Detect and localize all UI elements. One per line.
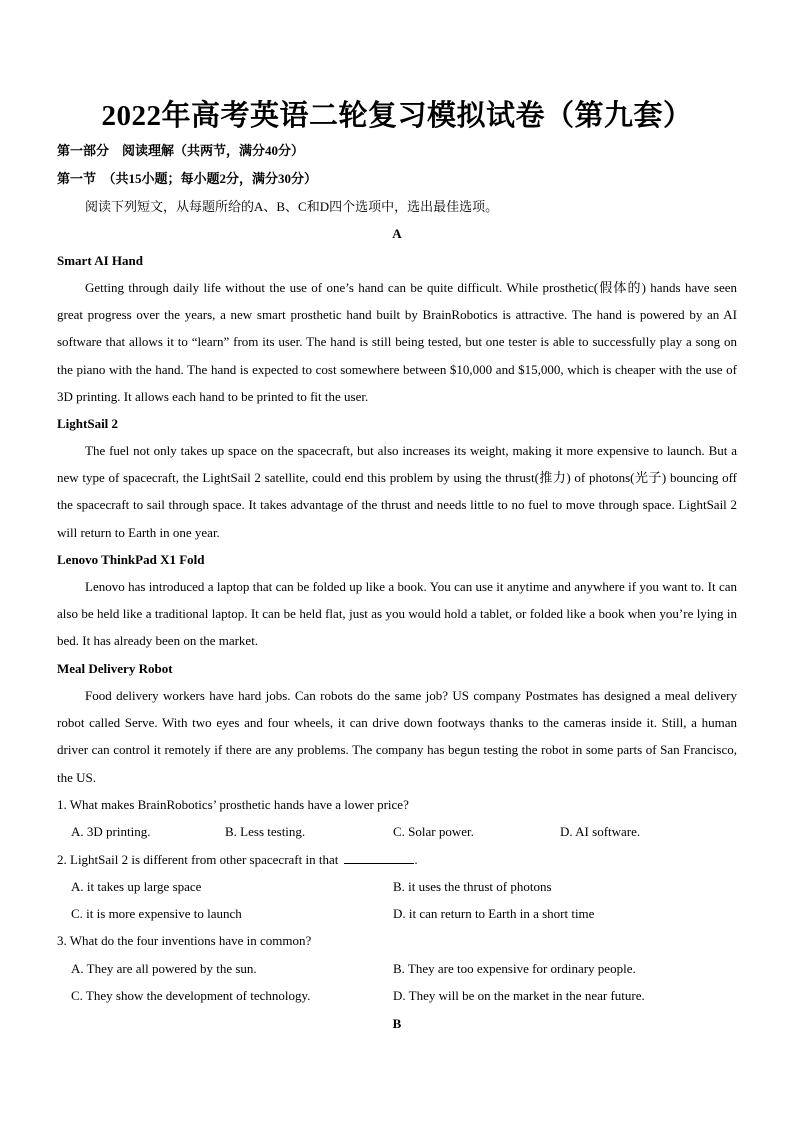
- question-2-stem-end: .: [414, 852, 418, 867]
- question-1-option-c[interactable]: C. Solar power.: [393, 824, 474, 839]
- heading-smart-ai-hand: Smart AI Hand: [57, 253, 143, 268]
- question-2-stem-line: [57, 846, 737, 873]
- paragraph-lightsail-2: The fuel not only takes up space on the spacecraft, but also increases its weight, making it more expensive to launch. But a new type of spacecraft, the LightSail 2 satellite, could end this problem by using the thrust(推力) of photons(光子) bouncing off the spacecraft to sail through space. It takes advantage of the thrust and needs little to no fuel to move through space. LightSail 2 will return to Earth in one year.: [57, 443, 737, 540]
- paragraph-meal-delivery-robot: Food delivery workers have hard jobs. Can robots do the same job? US company Postmates has designed a meal delivery robot called Serve. With two eyes and four wheels, it can drive down footways thanks to the cameras inside it. Still, a human driver can control it remotely if there are any problems. The company has begun testing the robot in some parts of San Francisco, the US.: [57, 688, 737, 785]
- heading-meal-delivery-robot: Meal Delivery Robot: [57, 661, 173, 676]
- question-1-option-b[interactable]: B. Less testing.: [225, 824, 306, 839]
- question-2-option-c[interactable]: C. it is more expensive to launch: [71, 906, 242, 921]
- question-2-option-a[interactable]: A. it takes up large space: [71, 879, 202, 894]
- question-3-option-d[interactable]: D. They will be on the market in the near future.: [393, 988, 645, 1003]
- answer-blank: [344, 851, 414, 864]
- question-2-option-d[interactable]: D. it can return to Earth in a short time: [393, 906, 595, 921]
- question-3-option-a[interactable]: A. They are all powered by the sun.: [71, 961, 257, 976]
- section-heading: 第一节 （共15小题；每小题2分，满分30分）: [57, 171, 318, 186]
- heading-lightsail-2: LightSail 2: [57, 416, 119, 431]
- question-3-stem: 3. What do the four inventions have in common?: [57, 933, 312, 948]
- passage-a-label: A: [392, 226, 402, 241]
- question-2-stem: 2. LightSail 2 is different from other spacecraft in that: [57, 852, 339, 867]
- question-3-option-b[interactable]: B. They are too expensive for ordinary people.: [393, 961, 636, 976]
- question-3-option-c[interactable]: C. They show the development of technology.: [71, 988, 311, 1003]
- question-1-option-d[interactable]: D. AI software.: [560, 824, 641, 839]
- instruction-text: 阅读下列短文，从每题所给的A、B、C和D四个选项中，选出最佳选项。: [85, 199, 499, 214]
- paragraph-lenovo-thinkpad: Lenovo has introduced a laptop that can be folded up like a book. You can use it anytime and anywhere if you want to. It can also be held like a traditional laptop. It can be held flat, just as you would hold a tablet, or folded like a book when you’re lying in bed. It has already been on the market.: [57, 579, 737, 649]
- question-1-stem: 1. What makes BrainRobotics’ prosthetic hands have a lower price?: [57, 797, 409, 812]
- page-title: 2022年高考英语二轮复习模拟试卷（第九套）: [101, 100, 693, 132]
- paragraph-smart-ai-hand: Getting through daily life without the use of one’s hand can be quite difficult. While prosthetic(假体的) hands have seen great progress over the years, a new smart prosthetic hand built by BrainRobotics is attractive. The hand is powered by an AI software that allows it to “learn” from its user. The hand is still being tested, but one tester is able to successfully play a song on the piano with the hand. The hand is expected to cost somewhere between $10,000 and $15,000, which is cheaper with the use of 3D printing. It allows each hand to be printed to fit the user.: [57, 280, 737, 404]
- question-1-option-a[interactable]: A. 3D printing.: [71, 824, 151, 839]
- part-heading: 第一部分 阅读理解（共两节，满分40分）: [57, 143, 305, 158]
- passage-b-label: B: [392, 1016, 402, 1031]
- question-2-option-b[interactable]: B. it uses the thrust of photons: [393, 879, 552, 894]
- heading-lenovo-thinkpad: Lenovo ThinkPad X1 Fold: [57, 552, 205, 567]
